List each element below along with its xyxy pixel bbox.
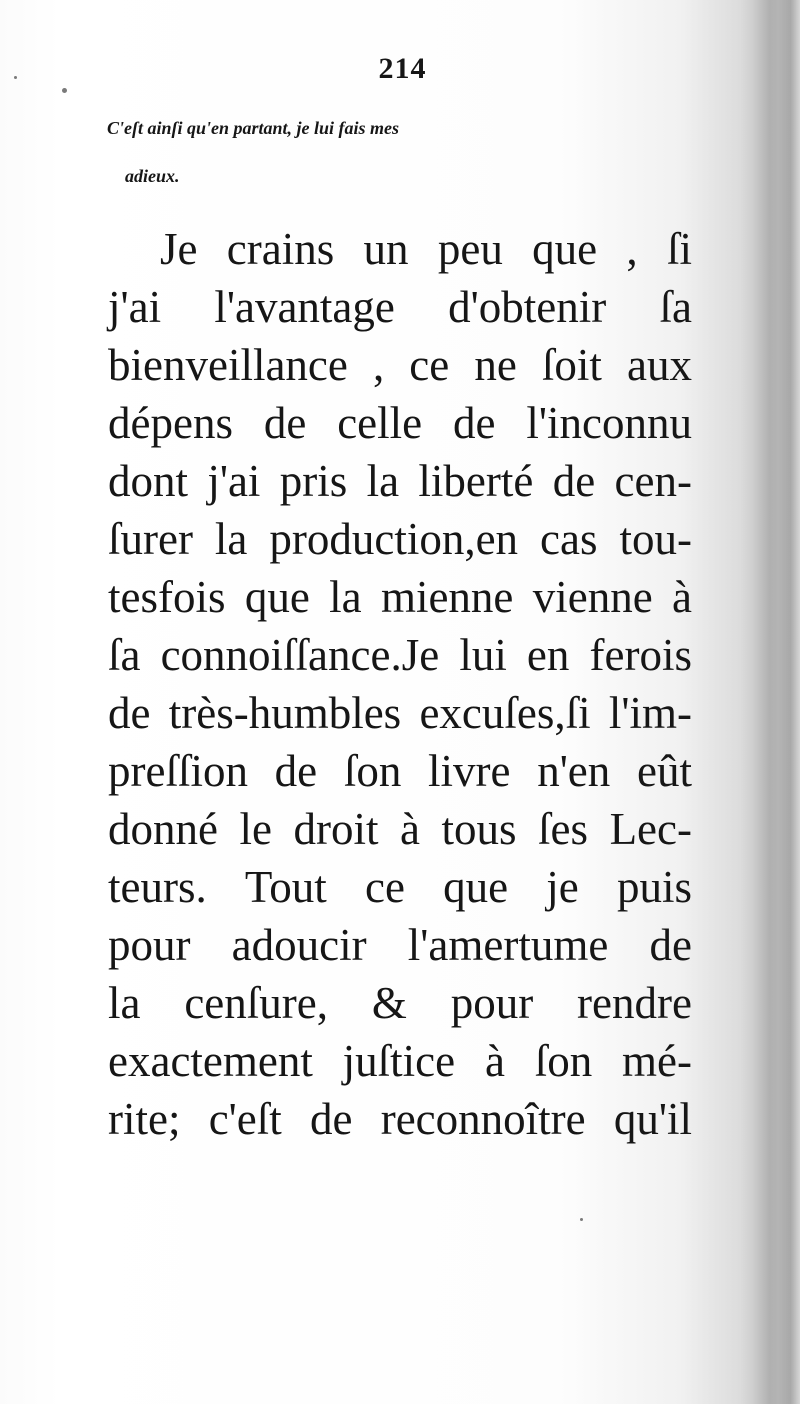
body-word: la — [329, 572, 362, 622]
page-number: 214 — [378, 52, 427, 85]
body-line — [108, 1090, 692, 1148]
body-word: exactement — [108, 1036, 313, 1086]
body-word: celle — [337, 398, 423, 448]
body-word: cenſure, — [184, 978, 328, 1028]
body-line — [108, 684, 692, 742]
body-word: teurs. — [108, 862, 207, 912]
body-word: ſes — [538, 804, 589, 854]
body-word: l'inconnu — [526, 398, 692, 448]
body-word: ferois — [589, 630, 692, 680]
body-word: ſa — [108, 630, 141, 680]
body-word: ſon — [534, 1036, 593, 1086]
body-word: ce — [409, 340, 450, 390]
body-word: connoiſſance.Je — [160, 630, 440, 680]
body-word: de — [263, 398, 307, 448]
body-line — [108, 568, 692, 626]
body-line — [108, 800, 692, 858]
body-word: eût — [636, 746, 692, 796]
body-line — [108, 626, 692, 684]
body-word: je — [546, 862, 579, 912]
body-word: puis — [616, 862, 692, 912]
body-word: à — [484, 1036, 505, 1086]
ink-speck — [14, 76, 17, 79]
body-word: l'im- — [608, 688, 692, 738]
body-word: la — [214, 514, 248, 564]
body-line — [108, 336, 692, 394]
body-word: ſon — [343, 746, 402, 796]
body-word: droit — [293, 804, 379, 854]
body-word: j'ai — [207, 456, 261, 506]
body-word: juſtice — [342, 1036, 456, 1086]
body-word: de — [649, 920, 692, 970]
body-word: aux — [626, 340, 692, 390]
ink-speck — [580, 1218, 583, 1221]
body-word: d'obtenir — [448, 282, 607, 332]
body-line — [108, 742, 692, 800]
body-word: qu'il — [613, 1094, 692, 1144]
body-word: c'eſt — [208, 1094, 282, 1144]
body-word: pour — [450, 978, 534, 1028]
body-word: cas — [540, 514, 598, 564]
epigraph-line: adieux. — [125, 166, 180, 186]
body-word: dépens — [108, 398, 233, 448]
body-word: que — [244, 572, 310, 622]
body-word: crains — [226, 224, 335, 274]
body-line — [108, 278, 692, 336]
body-word: preſſion — [108, 746, 248, 796]
body-word: l'amertume — [407, 920, 609, 970]
body-word: liberté — [418, 456, 534, 506]
body-word: pour — [108, 920, 191, 970]
body-line — [108, 510, 692, 568]
ink-speck — [62, 88, 67, 93]
body-word: un — [363, 224, 409, 274]
body-word: le — [239, 804, 272, 854]
body-word: ſurer — [108, 514, 193, 564]
body-word: , — [626, 224, 638, 274]
body-word: lui — [459, 630, 507, 680]
body-word: vienne — [532, 572, 653, 622]
body-word: mienne — [380, 572, 514, 622]
body-word: donné — [108, 804, 218, 854]
body-word: mé- — [622, 1036, 692, 1086]
body-word: que — [443, 862, 509, 912]
body-word: bienveillance — [108, 340, 348, 390]
body-word: à — [672, 572, 692, 622]
body-word: livre — [428, 746, 511, 796]
body-word: & — [371, 978, 407, 1028]
body-word: dont — [108, 456, 189, 506]
body-line — [108, 1032, 692, 1090]
body-word: très-humbles — [168, 688, 402, 738]
body-word: à — [400, 804, 420, 854]
body-word: peu — [437, 224, 503, 274]
body-paragraph — [108, 220, 692, 1148]
body-word: ce — [364, 862, 405, 912]
body-word: l'avantage — [214, 282, 395, 332]
body-word: tesfois — [108, 572, 226, 622]
body-word: n'en — [537, 746, 611, 796]
body-word: pris — [279, 456, 348, 506]
body-word: , — [372, 340, 385, 390]
body-word: de — [108, 688, 151, 738]
epigraph-line: C'eſt ainſi qu'en partant, je lui fais mes — [107, 118, 400, 138]
body-word: de — [274, 746, 318, 796]
body-word: que — [532, 224, 598, 274]
body-word: ſa — [659, 282, 692, 332]
gutter-shadow — [752, 0, 800, 1404]
body-word: de — [310, 1094, 353, 1144]
body-word: ſi — [666, 224, 692, 274]
body-word: j'ai — [108, 282, 162, 332]
epigraph — [107, 104, 707, 200]
body-word: production,en — [269, 514, 519, 564]
body-word: Je — [160, 224, 198, 274]
body-line — [108, 858, 692, 916]
body-word: tou- — [619, 514, 692, 564]
body-word: ſoit — [541, 340, 602, 390]
body-word: en — [526, 630, 570, 680]
body-word: reconnoître — [380, 1094, 586, 1144]
body-word: ne — [474, 340, 517, 390]
body-line — [108, 452, 692, 510]
body-line — [108, 220, 692, 278]
body-word: Lec- — [609, 804, 692, 854]
body-word: la — [108, 978, 141, 1028]
body-word: Tout — [244, 862, 327, 912]
body-word: de — [453, 398, 496, 448]
body-word: tous — [441, 804, 517, 854]
body-word: adoucir — [231, 920, 367, 970]
body-word: de — [552, 456, 596, 506]
body-word: rite; — [108, 1094, 181, 1144]
body-word: cen- — [614, 456, 692, 506]
body-word: rendre — [577, 978, 692, 1028]
body-line — [108, 394, 692, 452]
body-line — [108, 916, 692, 974]
body-word: excuſes,ſi — [419, 688, 591, 738]
body-line — [108, 974, 692, 1032]
body-word: la — [366, 456, 400, 506]
